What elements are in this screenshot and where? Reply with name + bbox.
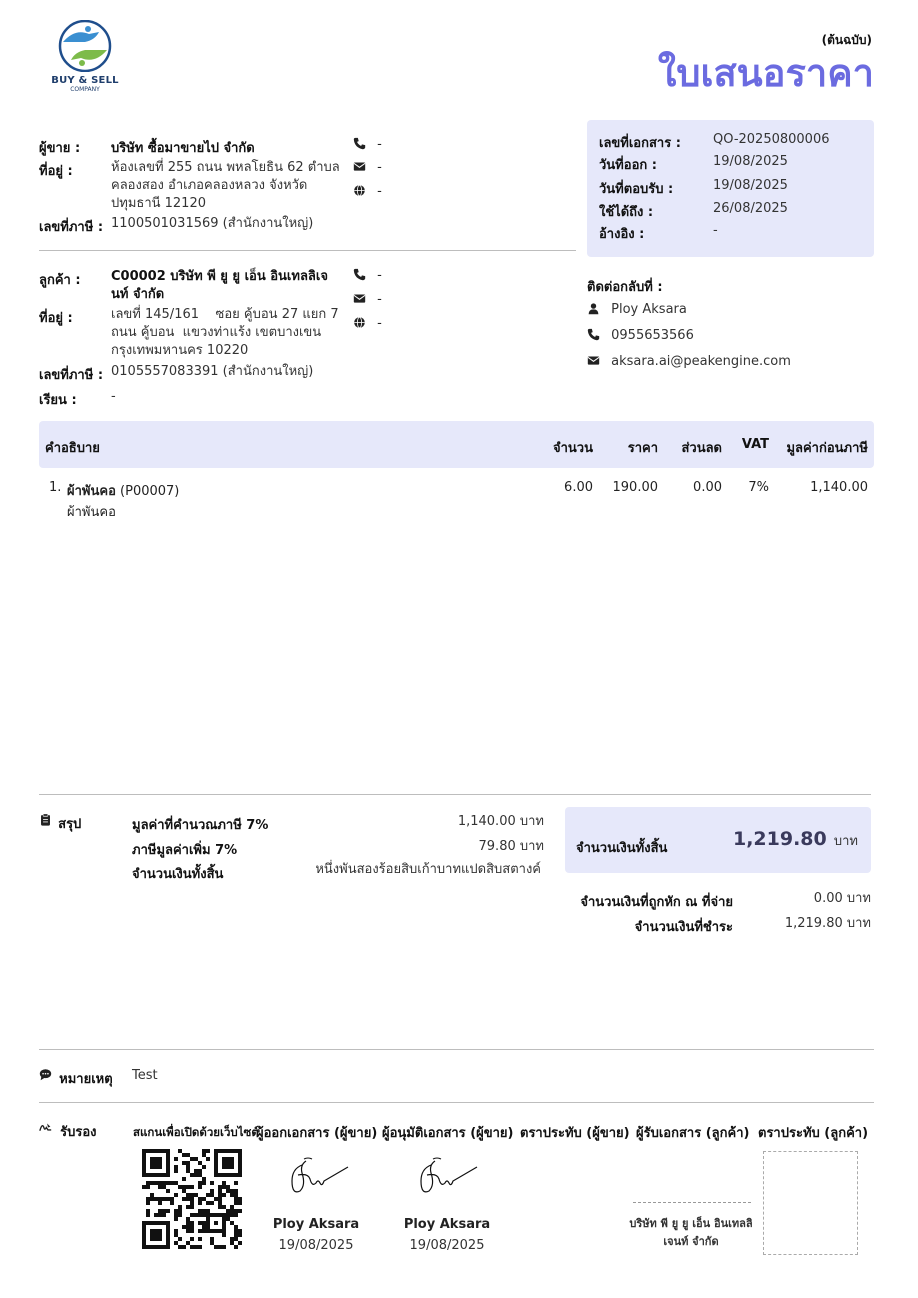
page-title: ใบเสนอราคา (657, 51, 874, 95)
summary-title: สรุป (58, 817, 82, 832)
approver-signature (417, 1155, 481, 1201)
qr-code-graphic (142, 1149, 242, 1249)
grand-total-label: จำนวนเงินทั้งสิ้น (576, 841, 668, 856)
envelope-icon (353, 292, 367, 306)
seller-address: ห้องเลขที่ 255 ถนน พหลโยธิน 62 ตำบลคลองสอง อำเภอคลองหลวง จังหวัดปทุมธานี 12120 (111, 160, 340, 211)
customer-attn: - (111, 389, 116, 404)
receiver-company: บริษัท พี ยู ยู เอ็น อินเทลลิเจนท์ จำกัด (629, 1217, 753, 1248)
items-table-header (39, 421, 874, 468)
issuer-date: 19/08/2025 (278, 1238, 354, 1253)
envelope-icon (353, 160, 367, 174)
seller-email-value: - (377, 160, 382, 175)
withholding-label: จำนวนเงินที่ถูกหัก ณ ที่จ่าย (580, 895, 733, 910)
approval-title: รับรอง (60, 1125, 97, 1140)
accept-date-value: 19/08/2025 (713, 178, 788, 193)
seller-label: ผู้ขาย : (39, 141, 81, 156)
approver-label: ผู้อนุมัติเอกสาร (ผู้ขาย) (382, 1126, 514, 1141)
comment-icon (39, 1068, 53, 1082)
customer-name: C00002 บริษัท พี ยู ยู เอ็น อินเทลลิเจนท์ จำกัด (111, 269, 328, 302)
qr-label: สแกนเพื่อเปิดด้วยเว็บไซต์ (133, 1125, 259, 1139)
withholding-value: 0.00 บาท (813, 891, 871, 906)
issue-date-label: วันที่ออก : (599, 158, 657, 173)
taxable-value: 1,140.00 บาท (457, 814, 544, 829)
issuer-signature (288, 1155, 352, 1201)
customer-tax-label: เลขที่ภาษี : (39, 368, 104, 383)
taxable-label: มูลค่าที่คำนวณภาษี 7% (132, 818, 269, 833)
grand-total-panel (565, 807, 871, 873)
customer-attn-label: เรียน : (39, 393, 77, 408)
contact-email (587, 354, 791, 372)
customer-phone-value: - (377, 268, 382, 283)
customer-stamp-box (763, 1151, 858, 1255)
reference-label: อ้างอิง : (599, 227, 645, 242)
valid-until-value: 26/08/2025 (713, 201, 788, 216)
item-qty: 6.00 (564, 480, 593, 495)
seller-address-label: ที่อยู่ : (39, 164, 73, 179)
contact-title: ติดต่อกลับที่ : (587, 280, 663, 295)
clipboard-icon (39, 813, 53, 827)
seller-web-value: - (377, 184, 382, 199)
row-number: 1. (49, 480, 62, 495)
doc-number-label: เลขที่เอกสาร : (599, 136, 681, 151)
document-info-panel (587, 120, 874, 257)
company-logo (48, 20, 122, 96)
globe-icon (353, 184, 367, 198)
approver-date: 19/08/2025 (409, 1238, 485, 1253)
signature-icon (39, 1121, 53, 1135)
customer-address: เลขที่ 145/161 ซอย คู้บอน 27 แยก 7 ถนน คู้บอน แขวงท่าแร้ง เขตบางเขน กรุงเทพมหานคร 10220 (111, 307, 343, 358)
seller-phone (353, 137, 382, 155)
seller-tax-id: 1100501031569 (สำนักงานใหญ่) (111, 216, 314, 231)
phone-icon (353, 268, 367, 282)
approval-divider (39, 1102, 874, 1103)
customer-address-label: ที่อยู่ : (39, 311, 73, 326)
issue-date-value: 19/08/2025 (713, 154, 788, 169)
row-item (67, 480, 179, 501)
seller-web (353, 184, 382, 202)
contact-email-value: aksara.ai@peakengine.com (611, 354, 791, 369)
seller-phone-value: - (377, 137, 382, 152)
total-words: หนึ่งพันสองร้อยสิบเก้าบาทแปดสิบสตางค์ (315, 862, 541, 877)
reference-value: - (713, 223, 718, 238)
item-code: (P00007) (120, 484, 180, 499)
approver-name: Ploy Aksara (403, 1217, 491, 1232)
summary-divider (39, 794, 871, 795)
item-discount: 0.00 (693, 480, 722, 495)
customer-web-value: - (377, 316, 382, 331)
col-amount: มูลค่าก่อนภาษี (786, 441, 868, 456)
item-detail: ผ้าพันคอ (67, 505, 116, 520)
customer-tax-id: 0105557083391 (สำนักงานใหญ่) (111, 364, 314, 379)
logo-subtext: COMPANY (70, 86, 100, 93)
seller-tax-label: เลขที่ภาษี : (39, 220, 104, 235)
issuer-name: Ploy Aksara (272, 1217, 360, 1232)
envelope-icon (587, 354, 601, 368)
summary-heading (39, 813, 81, 834)
grand-total-amount (733, 828, 858, 851)
contact-phone-value: 0955653566 (611, 328, 694, 343)
receiver-label: ผู้รับเอกสาร (ลูกค้า) (636, 1126, 750, 1141)
doc-number-value: QO-20250800006 (713, 132, 830, 147)
col-discount: ส่วนลด (681, 441, 722, 456)
remark-heading (39, 1068, 113, 1089)
remark-text: Test (132, 1068, 158, 1083)
seller-divider (39, 250, 576, 251)
table-row (39, 478, 874, 522)
user-icon (587, 302, 601, 316)
item-vat: 7% (748, 480, 769, 495)
col-vat: VAT (741, 437, 769, 452)
grand-total-value: 1,219.80 (732, 828, 827, 850)
phone-icon (587, 328, 601, 342)
approval-heading (39, 1121, 97, 1142)
seller-stamp-label: ตราประทับ (ผู้ขาย) (520, 1126, 630, 1141)
contact-name: Ploy Aksara (611, 302, 687, 317)
item-price: 190.00 (612, 480, 658, 495)
handshake-logo-icon (55, 20, 115, 72)
contact-person (587, 302, 687, 320)
col-quantity: จำนวน (553, 441, 593, 456)
contact-phone (587, 328, 694, 346)
col-price: ราคา (627, 441, 658, 456)
customer-email-value: - (377, 292, 382, 307)
phone-icon (353, 137, 367, 151)
receiver-sign-line (633, 1202, 751, 1203)
seller-email (353, 160, 382, 178)
customer-web (353, 316, 382, 334)
customer-stamp-label: ตราประทับ (ลูกค้า) (758, 1126, 869, 1141)
customer-email (353, 292, 382, 310)
seller-name: บริษัท ซื้อมาขายไป จำกัด (111, 141, 255, 156)
grand-total-unit: บาท (833, 834, 858, 849)
vat-value: 79.80 บาท (478, 839, 544, 854)
valid-until-label: ใช้ได้ถึง : (599, 205, 654, 220)
item-name: ผ้าพันคอ (67, 484, 116, 499)
qr-code[interactable] (142, 1149, 242, 1249)
col-description: คำอธิบาย (45, 441, 100, 456)
remark-divider (39, 1049, 874, 1050)
issuer-label: ผู้ออกเอกสาร (ผู้ขาย) (256, 1126, 378, 1141)
payable-value: 1,219.80 บาท (784, 916, 871, 931)
item-amount: 1,140.00 (810, 480, 868, 495)
remark-title: หมายเหตุ (59, 1072, 113, 1087)
logo-text: BUY & SELL (51, 75, 119, 86)
globe-icon (353, 316, 367, 330)
vat-label: ภาษีมูลค่าเพิ่ม 7% (132, 843, 238, 858)
customer-label: ลูกค้า : (39, 273, 81, 288)
customer-phone (353, 268, 382, 286)
accept-date-label: วันที่ตอบรับ : (599, 182, 674, 197)
payable-label: จำนวนเงินที่ชำระ (634, 920, 733, 935)
total-words-label: จำนวนเงินทั้งสิ้น (132, 867, 224, 882)
copy-label: (ต้นฉบับ) (821, 33, 872, 47)
